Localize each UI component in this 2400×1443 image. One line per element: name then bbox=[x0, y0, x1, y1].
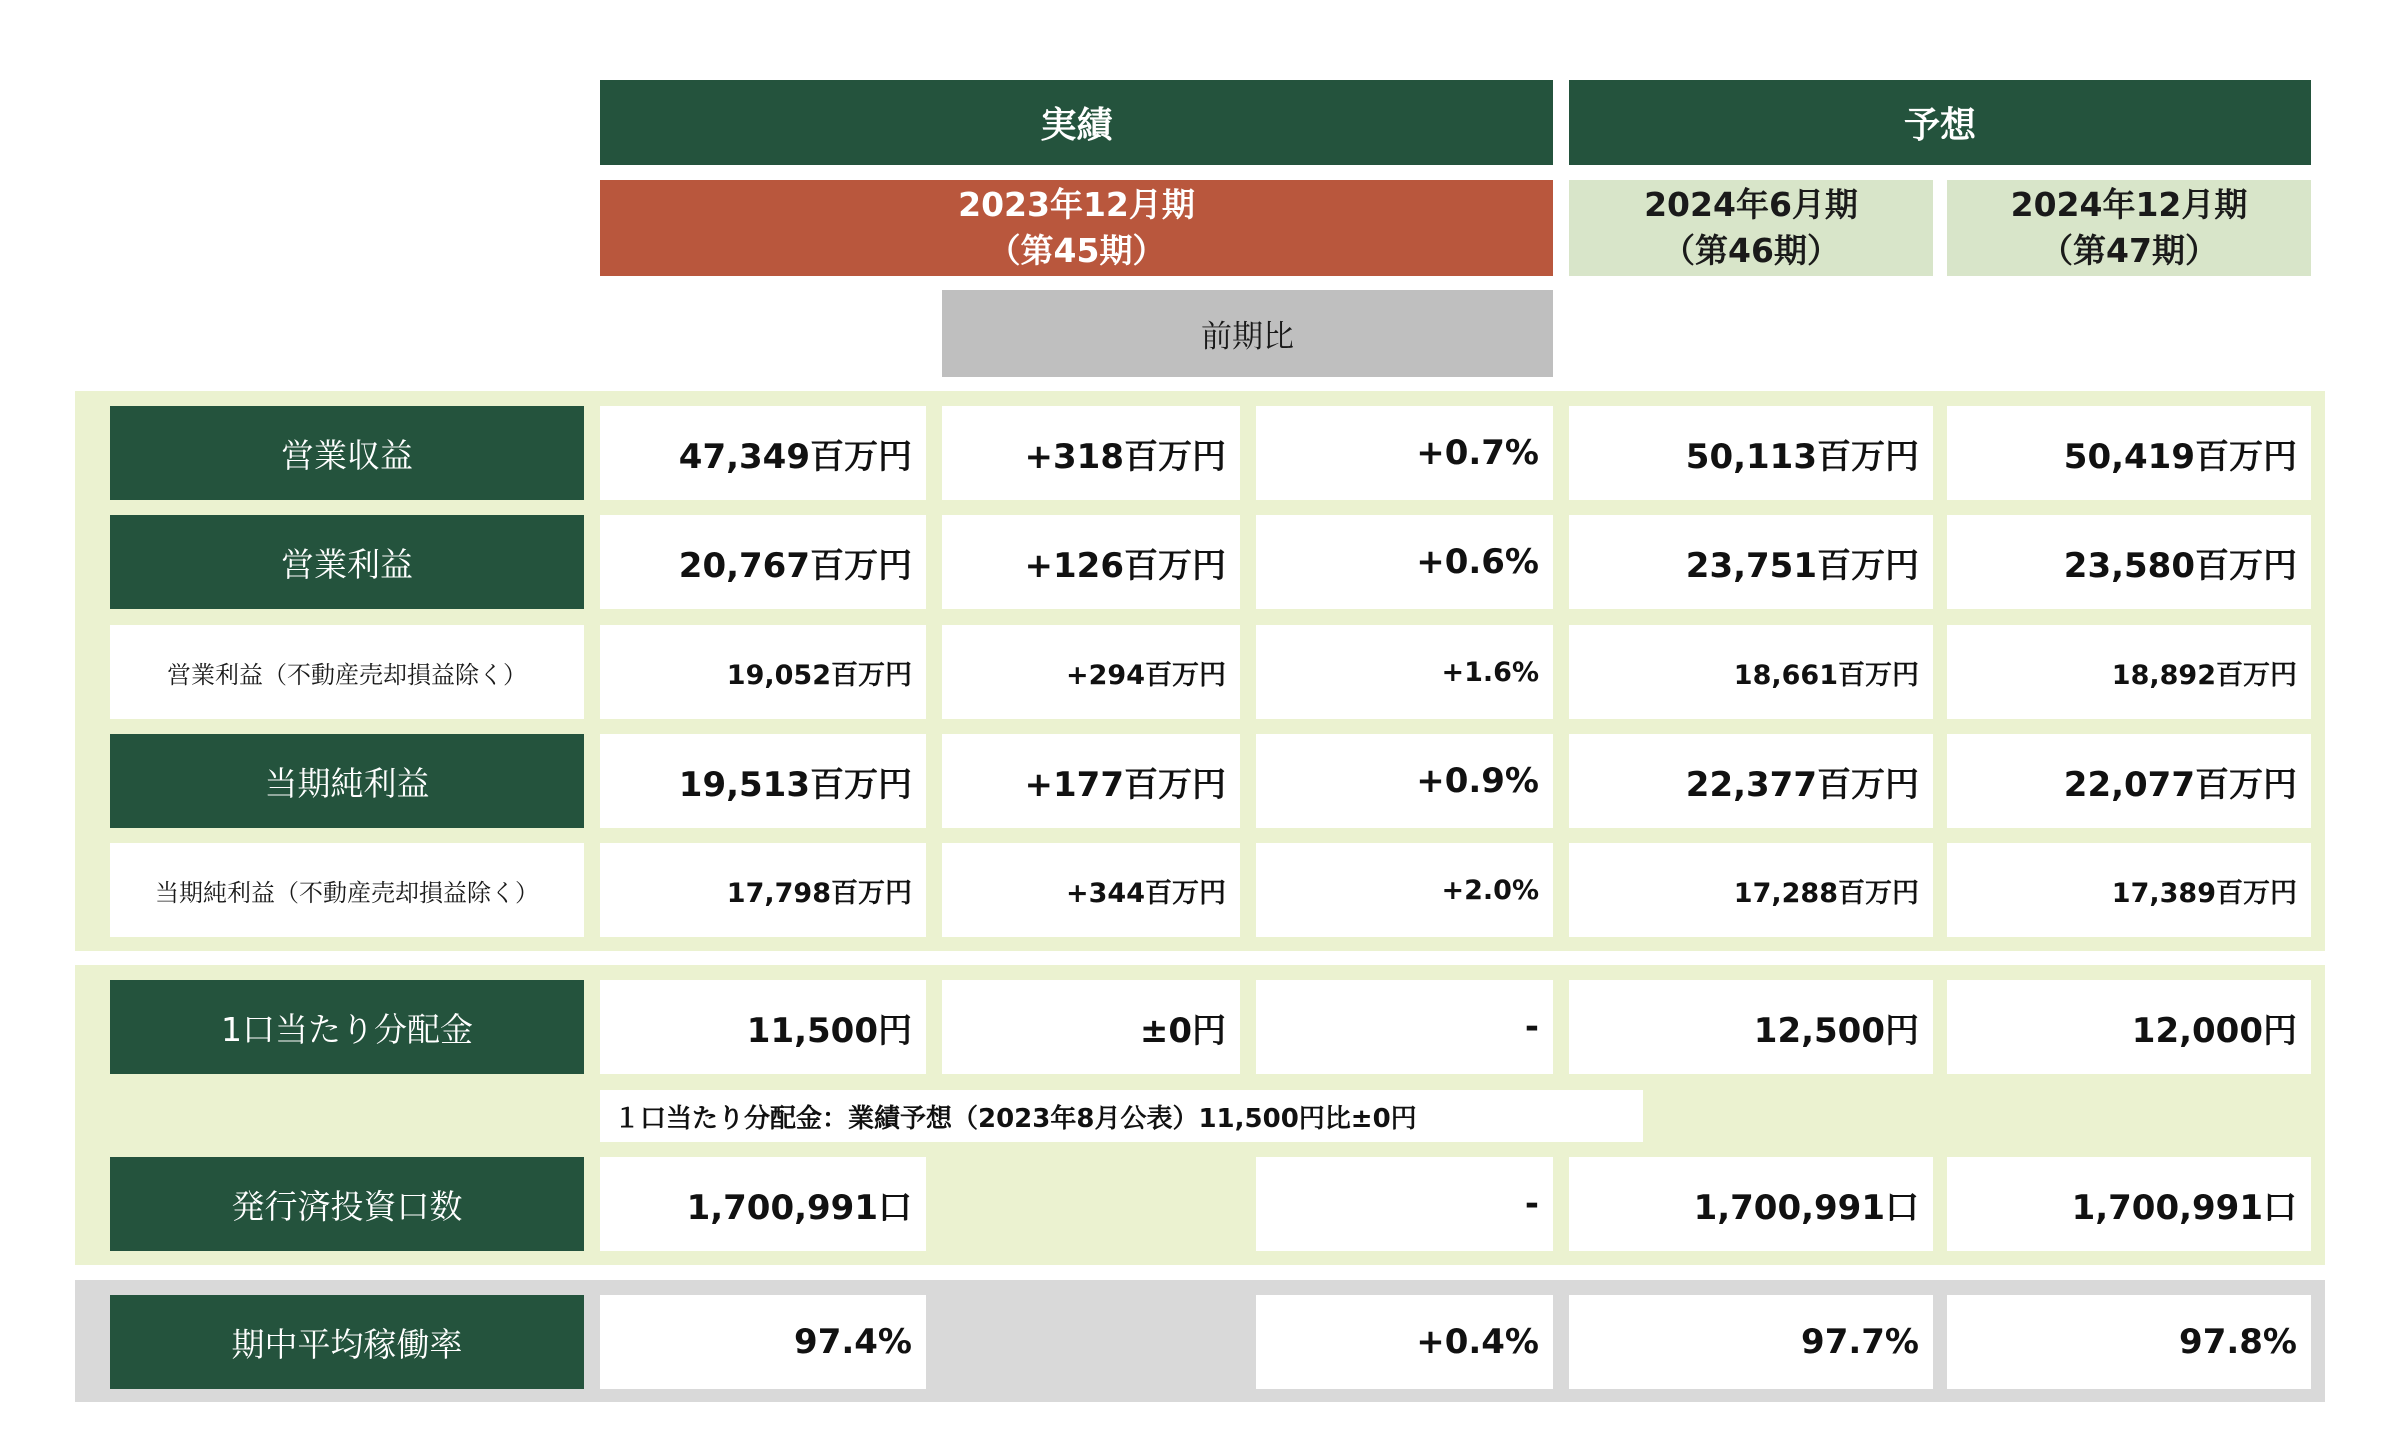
cell-net-income-excl-46: 17,288百万円 bbox=[1569, 843, 1933, 937]
cell-operating-revenue-46: 50,113百万円 bbox=[1569, 406, 1933, 500]
cell-units-issued-46: 1,700,991口 bbox=[1569, 1157, 1933, 1251]
cell-operating-income-change-pct: +0.6% bbox=[1256, 515, 1553, 609]
cell-operating-income-change: +126百万円 bbox=[942, 515, 1240, 609]
cell-operating-income-excl-change: +294百万円 bbox=[942, 625, 1240, 719]
period-45-name: 2023年12月期 bbox=[958, 185, 1195, 224]
row-label-average-occupancy: 期中平均稼働率 bbox=[110, 1295, 584, 1389]
cell-net-income-actual: 19,513百万円 bbox=[600, 734, 926, 828]
cell-occupancy-actual: 97.4% bbox=[600, 1295, 926, 1389]
cell-net-income-47: 22,077百万円 bbox=[1947, 734, 2311, 828]
row-label-units-issued: 発行済投資口数 bbox=[110, 1157, 584, 1251]
distribution-forecast-note: １口当たり分配金：業績予想（2023年8月公表）11,500円比±0円 bbox=[600, 1090, 1643, 1142]
cell-operating-income-excl-47: 18,892百万円 bbox=[1947, 625, 2311, 719]
cell-net-income-46: 22,377百万円 bbox=[1569, 734, 1933, 828]
cell-net-income-change: +177百万円 bbox=[942, 734, 1240, 828]
cell-operating-income-excl-change-pct: +1.6% bbox=[1256, 625, 1553, 719]
row-label-net-income: 当期純利益 bbox=[110, 734, 584, 828]
period-header-46 bbox=[1569, 180, 1933, 276]
cell-units-issued-47: 1,700,991口 bbox=[1947, 1157, 2311, 1251]
row-label-operating-income-excl: 営業利益（不動産売却損益除く） bbox=[110, 625, 584, 719]
row-label-operating-revenue: 営業収益 bbox=[110, 406, 584, 500]
actual-header: 実績 bbox=[600, 80, 1553, 165]
period-header-47 bbox=[1947, 180, 2311, 276]
comparison-header: 前期比 bbox=[942, 290, 1553, 377]
cell-operating-revenue-change-pct: +0.7% bbox=[1256, 406, 1553, 500]
cell-distribution-actual: 11,500円 bbox=[600, 980, 926, 1074]
cell-occupancy-47: 97.8% bbox=[1947, 1295, 2311, 1389]
period-header-45 bbox=[600, 180, 1553, 276]
cell-operating-income-excl-actual: 19,052百万円 bbox=[600, 625, 926, 719]
cell-units-issued-actual: 1,700,991口 bbox=[600, 1157, 926, 1251]
forecast-header: 予想 bbox=[1569, 80, 2311, 165]
cell-distribution-change: ±0円 bbox=[942, 980, 1240, 1074]
cell-operating-revenue-change: +318百万円 bbox=[942, 406, 1240, 500]
cell-net-income-change-pct: +0.9% bbox=[1256, 734, 1553, 828]
cell-net-income-excl-actual: 17,798百万円 bbox=[600, 843, 926, 937]
cell-operating-revenue-actual: 47,349百万円 bbox=[600, 406, 926, 500]
cell-units-issued-change-pct: - bbox=[1256, 1157, 1553, 1251]
cell-net-income-excl-change: +344百万円 bbox=[942, 843, 1240, 937]
cell-operating-revenue-47: 50,419百万円 bbox=[1947, 406, 2311, 500]
period-47-name: 2024年12月期 bbox=[2010, 185, 2248, 224]
row-label-net-income-excl: 当期純利益（不動産売却損益除く） bbox=[110, 843, 584, 937]
period-45-number: （第45期） bbox=[987, 231, 1166, 270]
cell-net-income-excl-47: 17,389百万円 bbox=[1947, 843, 2311, 937]
period-46-number: （第46期） bbox=[1662, 231, 1840, 270]
cell-occupancy-change-pct: +0.4% bbox=[1256, 1295, 1553, 1389]
cell-operating-income-47: 23,580百万円 bbox=[1947, 515, 2311, 609]
cell-distribution-46: 12,500円 bbox=[1569, 980, 1933, 1074]
cell-net-income-excl-change-pct: +2.0% bbox=[1256, 843, 1553, 937]
cell-occupancy-46: 97.7% bbox=[1569, 1295, 1933, 1389]
period-46-name: 2024年6月期 bbox=[1644, 185, 1858, 224]
cell-operating-income-actual: 20,767百万円 bbox=[600, 515, 926, 609]
cell-operating-income-excl-46: 18,661百万円 bbox=[1569, 625, 1933, 719]
row-label-distribution-per-unit: 1口当たり分配金 bbox=[110, 980, 584, 1074]
cell-distribution-47: 12,000円 bbox=[1947, 980, 2311, 1074]
cell-distribution-change-pct: - bbox=[1256, 980, 1553, 1074]
row-label-operating-income: 営業利益 bbox=[110, 515, 584, 609]
cell-operating-income-46: 23,751百万円 bbox=[1569, 515, 1933, 609]
period-47-number: （第47期） bbox=[2040, 231, 2218, 270]
